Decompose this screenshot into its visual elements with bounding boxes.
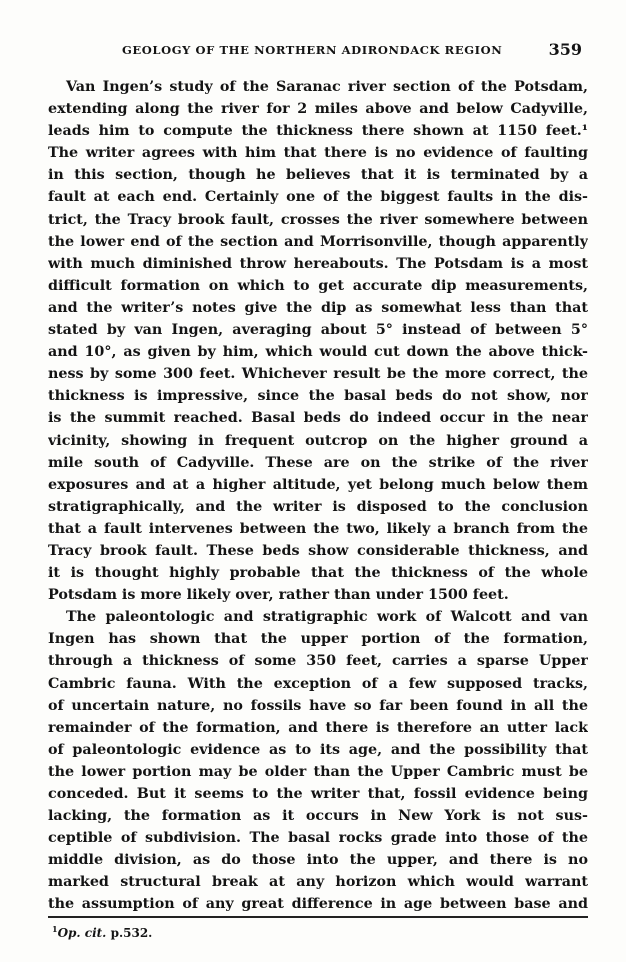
text-line: with much diminished throw hereabouts. The Potsdam is a most bbox=[48, 255, 588, 272]
text-line: extending along the river for 2 miles above and below Cadyville, bbox=[48, 101, 588, 118]
text-line: of paleontologic evidence as to its age, and the possibility that bbox=[48, 741, 588, 758]
text-line: through a thickness of some 350 feet, carries a sparse Upper bbox=[48, 653, 588, 670]
text-line: exposures and at a higher altitude, yet belong much below them bbox=[48, 476, 588, 493]
text-line: leads him to compute the thickness there shown at 1150 feet.¹ bbox=[48, 123, 588, 140]
text-line: Van Ingen’s study of the Saranac river section of the Potsdam, bbox=[66, 79, 588, 95]
text-line: difficult formation on which to get accurate dip measurements, bbox=[48, 277, 588, 294]
text-line: remainder of the formation, and there is therefore an utter lack bbox=[48, 719, 588, 736]
text-line: the assumption of any great difference in age between base and bbox=[48, 896, 588, 913]
text-line: ceptible of subdivision. The basal rocks grade into those of the bbox=[48, 830, 588, 847]
text-line: lacking, the formation as it occurs in New York is not sus- bbox=[48, 808, 588, 825]
text-line: that a fault intervenes between the two, likely a branch from the bbox=[48, 520, 588, 537]
text-line: middle division, as do those into the upper, and there is no bbox=[48, 852, 588, 869]
running-head: GEOLOGY OF THE NORTHERN ADIRONDACK REGION bbox=[122, 43, 503, 57]
text-line: The paleontologic and stratigraphic work of Walcott and van bbox=[66, 609, 588, 626]
text-line: Potsdam is more likely over, rather than under 1500 feet. bbox=[48, 587, 509, 604]
text-line: vicinity, showing in frequent outcrop on the higher ground a bbox=[48, 432, 588, 449]
body-text bbox=[48, 76, 588, 916]
page-number: 359 bbox=[548, 40, 582, 59]
text-line: Cambric fauna. With the exception of a few supposed tracks, bbox=[48, 675, 588, 692]
text-line: and the writer’s notes give the dip as somewhat less than that bbox=[48, 299, 588, 316]
text-line: is the summit reached. Basal beds do indeed occur in the near bbox=[48, 410, 588, 427]
footnote-citation: Op. cit. bbox=[57, 926, 107, 940]
text-line: fault at each end. Certainly one of the biggest faults in the dis- bbox=[48, 189, 588, 206]
page-header bbox=[122, 40, 582, 60]
text-line: and 10°, as given by him, which would cut down the above thick- bbox=[48, 344, 588, 361]
footnote-rule bbox=[48, 916, 588, 918]
text-line: stratigraphically, and the writer is disposed to the conclusion bbox=[48, 498, 588, 515]
text-line: trict, the Tracy brook fault, crosses the river somewhere between bbox=[48, 211, 588, 228]
text-line: Ingen has shown that the upper portion of the formation, bbox=[48, 631, 588, 648]
text-line: in this section, though he believes that it is terminated by a bbox=[48, 167, 588, 184]
text-line: ness by some 300 feet. Whichever result be the more correct, the bbox=[48, 366, 588, 383]
text-line: marked structural break at any horizon which would warrant bbox=[48, 874, 588, 891]
text-line: mile south of Cadyville. These are on the strike of the river bbox=[48, 454, 588, 471]
footnote-page-ref: p.532. bbox=[110, 926, 153, 940]
text-line: thickness is impressive, since the basal beds do not show, nor bbox=[48, 388, 588, 405]
footnote bbox=[52, 924, 152, 940]
text-line: conceded. But it seems to the writer that, fossil evidence being bbox=[48, 786, 588, 802]
paragraph-2 bbox=[48, 606, 588, 915]
text-line: the lower portion may be older than the Upper Cambric must be bbox=[48, 763, 588, 780]
text-line: The writer agrees with him that there is no evidence of faulting bbox=[48, 145, 588, 162]
text-line: the lower end of the section and Morrisonville, though apparently bbox=[48, 233, 588, 250]
text-line: Tracy brook fault. These beds show considerable thickness, and bbox=[48, 542, 588, 559]
footnote-marker: 1 bbox=[52, 924, 58, 934]
text-line: of uncertain nature, no fossils have so far been found in all the bbox=[48, 697, 588, 714]
paragraph-1 bbox=[48, 76, 588, 606]
text-line: it is thought highly probable that the thickness of the whole bbox=[48, 565, 588, 582]
text-line: stated by van Ingen, averaging about 5° instead of between 5° bbox=[48, 322, 588, 339]
